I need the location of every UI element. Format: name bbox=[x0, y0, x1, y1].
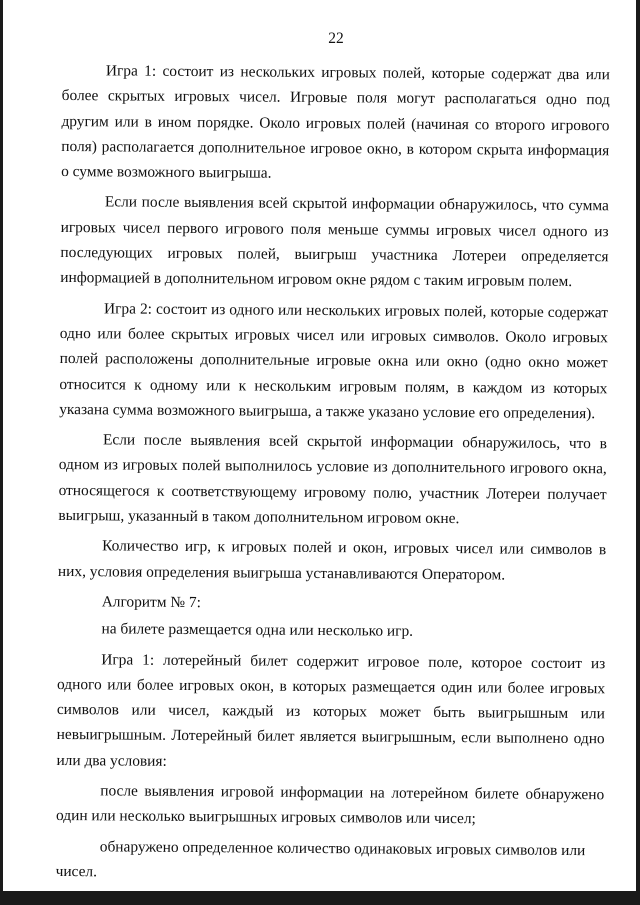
paragraph-game-2: Игра 2: состоит из одного или нескольких игровых полей, которые содержат одно или более скрытых игровых чисел или игровых символов. Около игровых полей расположены дополнительные игровые окна или окно (одно окно может относится к одному или к нескольким игровым полям, в каждом из которых указана сумма возможного выигрыша, а также указано условие его определения). bbox=[59, 300, 609, 423]
scan-border-left bbox=[0, 0, 3, 905]
document-body bbox=[55, 58, 610, 893]
paragraph-game-1: Игра 1: состоит из нескольких игровых полей, которые содержат два или более скрытых игровых чисел. Игровые поля могут располагаться одно под другим или в ином порядке. Около игровых полей (начиная со второго игрового поля) располагается дополнительное игровое окно, в котором скрыта информация о сумме возможного выигрыша. bbox=[61, 62, 610, 182]
paragraph-condition-1: после выявления игровой информации на лотерейном билете обнаружено один или несколько выигрышных игровых символов или чисел; bbox=[55, 782, 605, 828]
scan-border-right bbox=[636, 0, 640, 905]
page-number: 22 bbox=[328, 30, 344, 47]
paragraph-algorithm-game-1: Игра 1: лотерейный билет содержит игровое поле, которое состоит из одного или более игровых окон, в которых размещается один или более игровых символов или чисел, каждый из которых может быть выигрышным или невыигрышным. Лотерейный билет является выигрышным, если выполнено одно или два условия: bbox=[56, 650, 606, 770]
algorithm-heading: Алгоритм № 7: bbox=[101, 593, 201, 612]
scan-border-bottom bbox=[0, 891, 640, 905]
paragraph-game-1-outcome: Если после выявления всей скрытой информации обнаружилось, что сумма игровых чисел первого игрового поля меньше суммы игровых чисел одного из последующих игровых полей, выигрыш участника Лотереи определяется информацией в дополнительном игровом окне рядом с таким игровым полем. bbox=[60, 193, 609, 291]
paragraph-operator-settings: Количество игр, к игровых полей и окон, игровых чисел или символов в них, условия определения выигрыша устанавливаются Оператором. bbox=[57, 537, 607, 584]
paragraph-game-2-outcome: Если после выявления всей скрытой информации обнаружилось, что в одном из игровых полей выполнилось условие из дополнительного игрового окна, относящегося к соответствующему игровому полю, участник Лотереи получает выигрыш, указанный в таком дополнительном игровом окне. bbox=[58, 431, 608, 528]
paragraph-condition-2: обнаружено определенное количество одинаковых игровых символов или чисел. bbox=[55, 837, 586, 881]
paragraph-ticket-games: на билете размещается одна или несколько игр. bbox=[101, 620, 414, 641]
